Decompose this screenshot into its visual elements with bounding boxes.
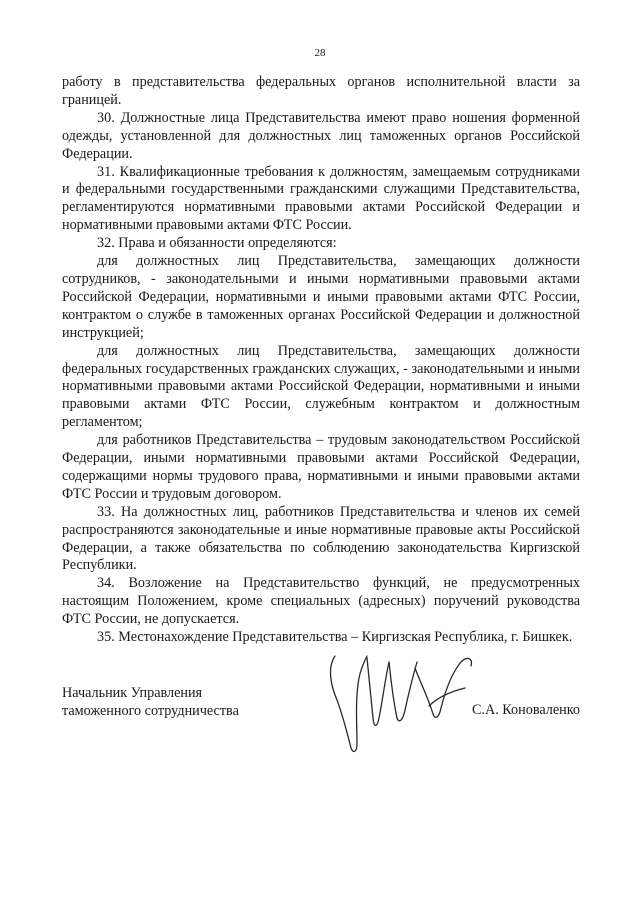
paragraph-34: 34. Возложение на Представительство функций, не предусмотренных настоящим Положением, кроме специальных (адресных) поручений руководства ФТС России, не допускается. xyxy=(62,575,580,628)
paragraph-31: 31. Квалификационные требования к должностям, замещаемым сотрудниками и федеральными государственными гражданскими служащими Представительства, регламентируются нормативными правовыми актами Российской Федерации и нормативными правовыми актами ФТС России. xyxy=(62,163,580,234)
paragraph-32: 32. Права и обязанности определяются: xyxy=(97,235,337,252)
paragraph-32-employees: для должностных лиц Представительства, замещающих должности сотрудников, - законодательными и иными нормативными правовыми актами Российской Федерации, нормативными и иными правовыми актами ФТС России, контрактом о службе в таможенных органах Российской Федерации и должностной инструкцией; xyxy=(62,253,580,341)
paragraph-32-civil-servants: для должностных лиц Представительства, замещающих должности федеральных государственных гражданских служащих, - законодательными и иными нормативными правовыми актами Российской Федерации, нормативными и иными правовыми актами ФТС России, служебным контрактом и должностным регламентом; xyxy=(62,342,580,431)
paragraph-32-workers: для работников Представительства – трудовым законодательством Российской Федерации, иными нормативными правовыми актами Российской Федерации, содержащими нормы трудового права, нормативными и иными правовыми актами ФТС России и трудовым договором. xyxy=(62,432,580,502)
signature-block xyxy=(62,648,580,758)
signatory-name: С.А. Коноваленко xyxy=(471,702,580,718)
document-body xyxy=(62,74,580,647)
signatory-title-line-1: Начальник Управления xyxy=(62,685,203,701)
paragraph-30: 30. Должностные лица Представительства имеют право ношения форменной одежды, установленной для должностных лиц таможенных органов Российской Федерации. xyxy=(62,109,580,162)
signatory-title xyxy=(62,684,239,720)
paragraph-continuation: работу в представительства федеральных органов исполнительной власти за границей. xyxy=(62,74,580,108)
paragraph-33: 33. На должностных лиц, работников Представительства и членов их семей распространяются законодательные и иные нормативные правовые акты Российской Федерации, а также обязательства по соблюдению законодательства Киргизской Республики. xyxy=(62,503,580,574)
page-number: 28 xyxy=(314,47,326,59)
paragraph-35: 35. Местонахождение Представительства – Киргизская Республика, г. Бишкек. xyxy=(97,629,573,646)
handwritten-signature xyxy=(317,648,497,758)
signatory-title-line-2: таможенного сотрудничества xyxy=(62,703,239,719)
